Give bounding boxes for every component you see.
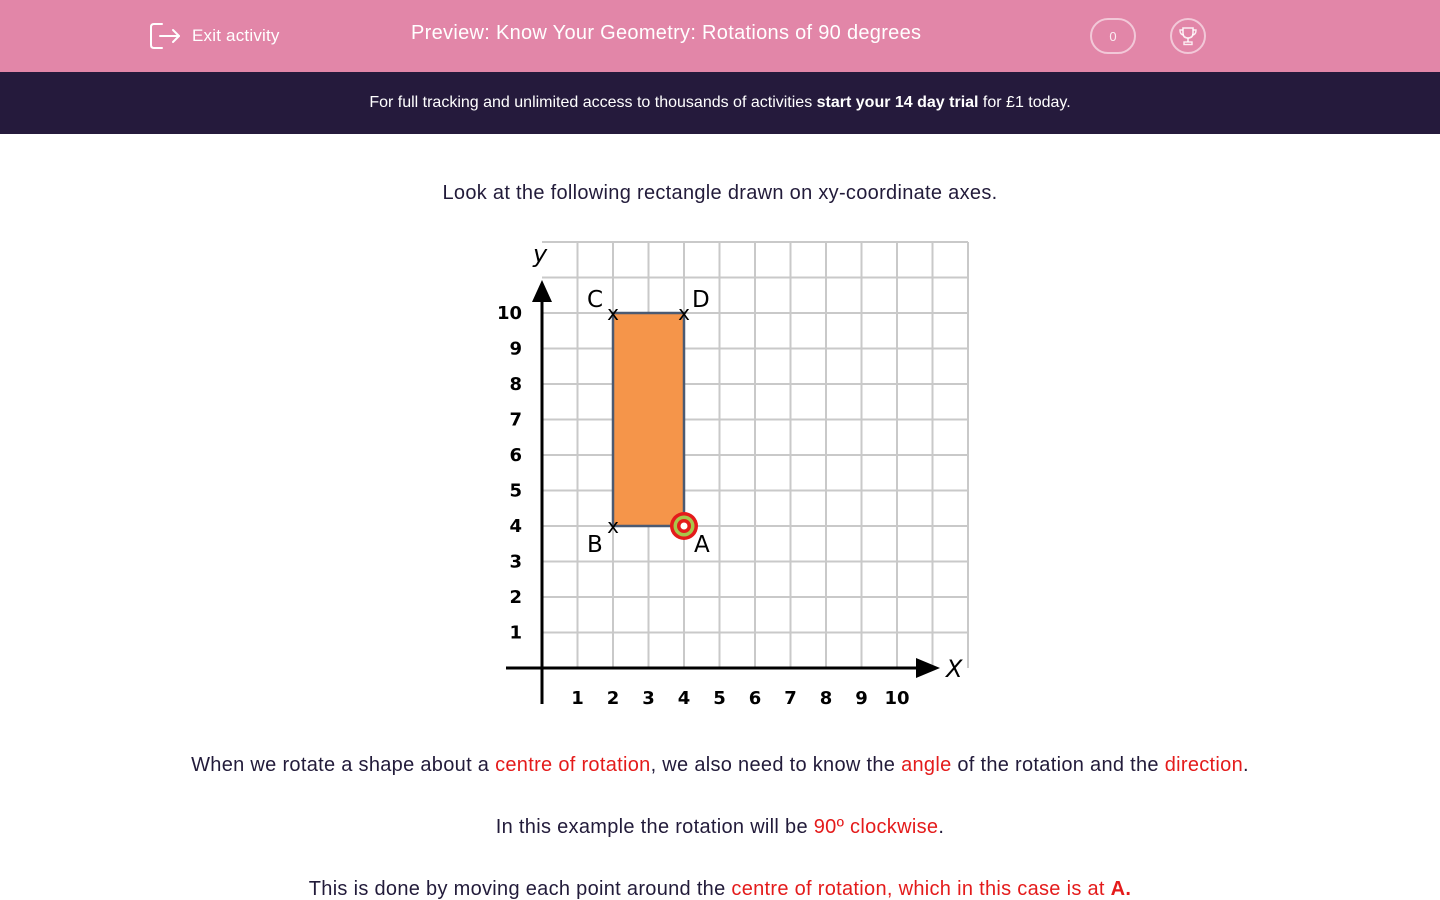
y-tick-label: 1: [509, 622, 522, 644]
p2-text-c: .: [938, 816, 945, 838]
p3-text-a: This is done by moving each point around the: [308, 878, 732, 900]
trophy-icon: [1177, 25, 1199, 47]
term-centre-at: centre of rotation, which in this case is at: [731, 878, 1111, 900]
p2-text-a: In this example the rotation will be: [495, 816, 814, 838]
y-tick-label: 6: [509, 445, 522, 466]
page-title: Preview: Know Your Geometry: Rotations of 90 degrees: [411, 22, 922, 44]
x-tick-label: 3: [642, 688, 655, 709]
x-axis-label: X: [946, 655, 963, 683]
y-tick-label: 8: [509, 374, 522, 395]
vertex-label-b: B: [587, 532, 603, 558]
x-tick-label: 7: [784, 688, 797, 709]
x-tick-label: 5: [713, 688, 726, 709]
p1-text-e: of the rotation and the: [951, 754, 1165, 776]
term-centre-of-rotation: centre of rotation: [495, 754, 651, 776]
x-tick-label: 6: [748, 688, 762, 709]
banner-text: For full tracking and unlimited access to thousands of activities: [369, 94, 817, 111]
y-tick-label: 2: [509, 587, 522, 608]
coordinate-grid: [490, 236, 980, 712]
term-direction: direction: [1164, 754, 1243, 776]
x-tick-label: 10: [884, 688, 910, 709]
p1-text-a: When we rotate a shape about a: [191, 754, 496, 776]
p1-text-c: , we also need to know the: [650, 754, 902, 776]
rectangle-shape: [613, 313, 684, 526]
y-axis-label: y: [533, 240, 548, 268]
trophy-button[interactable]: [1170, 18, 1206, 54]
y-tick-label: 3: [509, 551, 522, 573]
paragraph-rotation-info: [0, 754, 1440, 777]
exit-activity-label: Exit activity: [192, 26, 280, 45]
exit-activity-button[interactable]: [148, 20, 280, 52]
y-axis-arrow: [532, 280, 552, 302]
vertex-label-a: A: [694, 532, 710, 558]
y-tick-label: 10: [496, 303, 522, 324]
top-bar: [0, 0, 1440, 72]
exit-icon: [148, 21, 182, 51]
y-tick-label: 9: [509, 338, 522, 360]
intro-text: Look at the following rectangle drawn on xy-coordinate axes.: [442, 182, 998, 204]
vertex-label-c: C: [587, 287, 604, 313]
term-angle: angle: [901, 754, 952, 776]
paragraph-rotation-method: [0, 878, 1440, 900]
x-tick-label: 1: [571, 688, 584, 709]
y-tick-label: 4: [509, 516, 522, 537]
x-axis-arrow: [916, 658, 940, 678]
target-icon-center: [681, 523, 688, 530]
start-trial-link[interactable]: start your 14 day trial: [816, 94, 979, 111]
x-tick-label: 2: [606, 688, 620, 709]
x-tick-label: 4: [677, 688, 691, 709]
y-tick-label: 5: [509, 480, 522, 502]
term-point-a: A.: [1110, 878, 1132, 900]
paragraph-rotation-amount: [0, 816, 1440, 839]
vertex-label-d: D: [692, 287, 710, 313]
vertex-mark-b: x: [607, 514, 619, 538]
p1-text-g: .: [1243, 754, 1249, 776]
x-tick-label: 8: [819, 688, 833, 709]
coordinate-figure: [490, 236, 980, 712]
term-90-clockwise: 90º clockwise: [813, 816, 939, 838]
trial-banner: [0, 72, 1440, 134]
banner-suffix: for £1 today.: [978, 94, 1071, 111]
x-tick-label: 9: [855, 688, 868, 709]
score-badge: 0: [1090, 18, 1136, 54]
vertex-mark-c: x: [607, 301, 619, 325]
y-tick-label: 7: [509, 409, 522, 431]
vertex-mark-d: x: [678, 301, 690, 325]
